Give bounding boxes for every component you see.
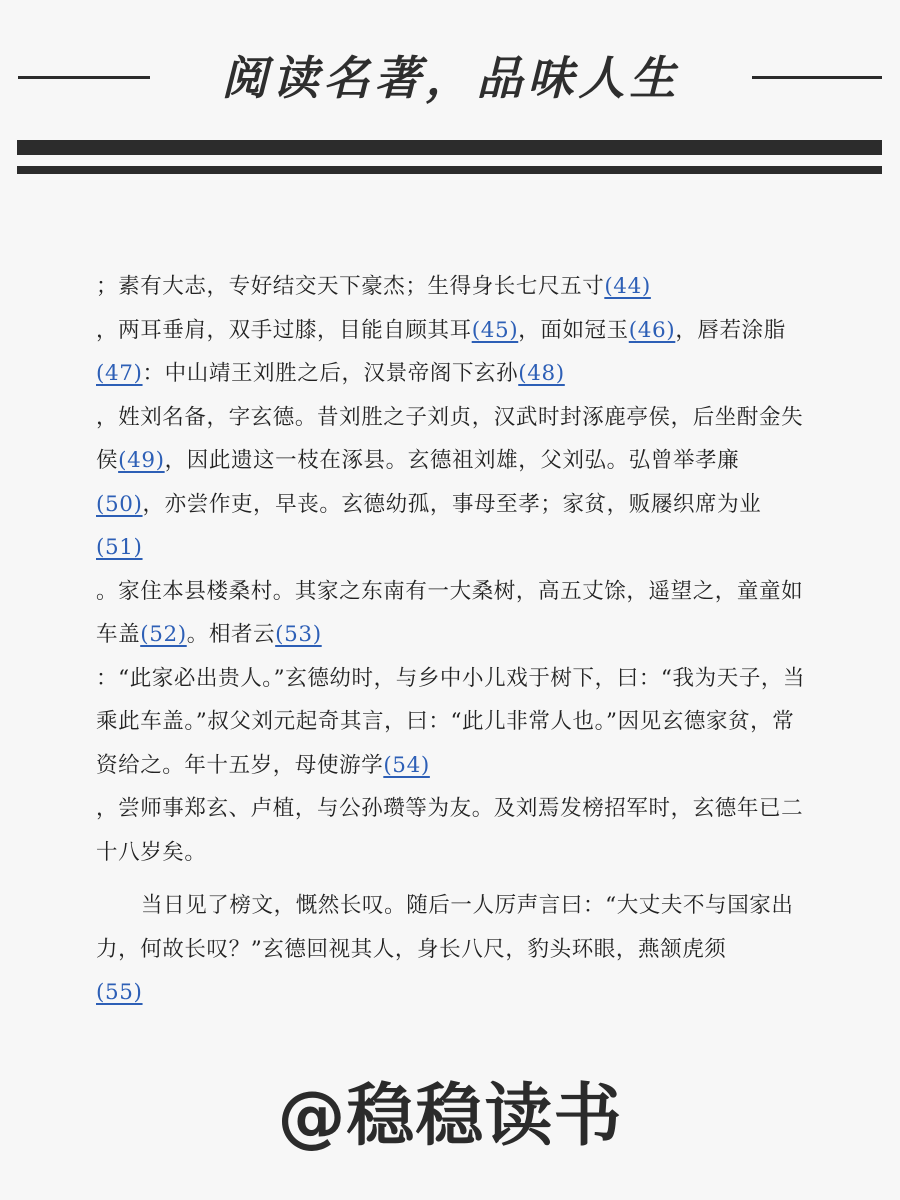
text-segment: ；素有大志，专好结交天下豪杰；生得身长七尺五寸 — [96, 274, 605, 299]
footnote-link[interactable]: (52) — [140, 622, 187, 647]
footnote-link[interactable]: (47) — [96, 361, 143, 386]
text-segment: 。家住本县楼桑村。其家之东南有一大桑树，高五丈馀，遥望之，童童如车盖 — [96, 578, 804, 647]
text-segment: ，尝师事郑玄、卢植，与公孙瓒等为友。及刘焉发榜招军时，玄德年已二十八岁矣。 — [96, 796, 804, 865]
text-segment: 。相者云 — [186, 622, 276, 647]
page-title: 阅读名著，品味人生 — [221, 51, 681, 105]
footnote-link[interactable]: (54) — [383, 752, 430, 778]
text-segment: ：中山靖王刘胜之后，汉景帝阁下玄孙 — [142, 361, 519, 386]
footnote-link[interactable]: (51) — [96, 535, 143, 560]
footnote-link[interactable]: (53) — [275, 622, 322, 647]
paragraph — [96, 265, 810, 874]
divider-bar-thick — [17, 140, 882, 155]
article-body — [96, 265, 810, 1015]
title-rule-left — [18, 76, 150, 79]
text-segment: ，因此遗这一枝在涿县。玄德祖刘雄，父刘弘。弘曾举孝廉 — [164, 448, 740, 473]
footnote-link[interactable]: (46) — [628, 317, 676, 343]
header-banner — [0, 0, 900, 190]
author-signature: @稳稳读书 — [277, 1077, 623, 1156]
divider-bar-thin — [17, 166, 882, 174]
text-segment: ：“此家必出贵人。”玄德幼时，与乡中小儿戏于树下，曰：“我为天子，当乘此车盖。”叔父刘元起奇其言，曰：“此儿非常人也。”因见玄德家贫，常资给之。年十五岁，母使游学 — [96, 665, 806, 778]
footnote-link[interactable]: (50) — [96, 491, 143, 517]
text-segment: ，唇若涂脂 — [675, 317, 786, 343]
paragraph — [96, 884, 810, 1015]
footnote-link[interactable]: (44) — [604, 274, 651, 299]
footnote-link[interactable]: (45) — [471, 317, 519, 343]
footnote-link[interactable]: (55) — [96, 980, 143, 1005]
text-segment: 当日见了榜文，慨然长叹。随后一人厉声言曰：“大丈夫不与国家出力，何故长叹？”玄德回视其人，身长八尺，豹头环眼，燕颔虎须 — [96, 893, 794, 962]
text-segment: ，面如冠玉 — [518, 317, 629, 343]
text-segment: ，姓刘名备，字玄德。昔刘胜之子刘贞，汉武时封涿鹿亭侯，后坐酎金失侯 — [96, 404, 804, 473]
footnote-link[interactable]: (48) — [518, 361, 565, 386]
footnote-link[interactable]: (49) — [118, 448, 165, 473]
text-segment: ，亦尝作吏，早丧。玄德幼孤，事母至孝；家贫，贩屦织席为业 — [142, 491, 762, 517]
title-rule-right — [752, 76, 882, 79]
text-segment: ，两耳垂肩，双手过膝，目能自顾其耳 — [96, 317, 472, 343]
